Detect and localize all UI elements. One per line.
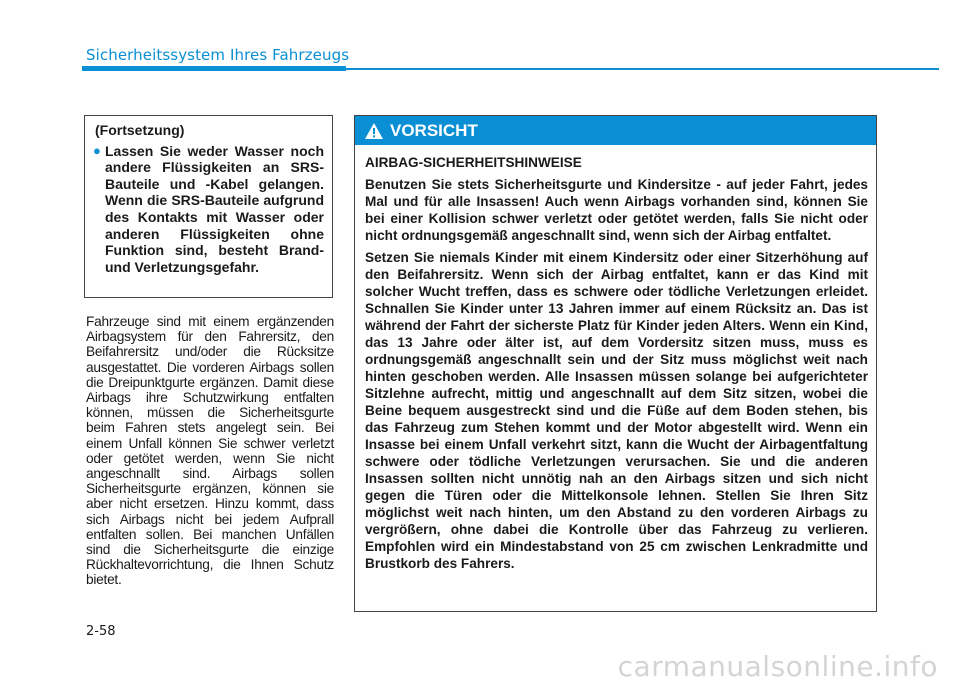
body-paragraph: Fahrzeuge sind mit einem ergänzenden Airbagsystem für den Fahrersitz, den Beifahrersitz und/oder die Rücksitze ausgestattet. Die vorderen Airbags sollen die Dreipunktgurte ergänzen. Damit diese Airbags ihre Schutzwirkung entfalten können, müssen die Sicherheitsgurte beim Fahren stets angelegt sein. Bei einem Unfall können Sie schwer verletzt oder getötet werden, wenn Sie nicht angeschnallt sind. Airbags sollen Sicherheitsgurte ergänzen, können sie aber nicht ersetzen. Hinzu kommt, dass sich Airbags nicht bei jedem Aufprall entfalten sollen. Bei manchen Unfällen sind die Sicherheitsgurte die einzige Rückhaltevorrichtung, die Ihnen Schutz bietet. — [86, 314, 334, 588]
caution-title: AIRBAG-SICHERHEITSHINWEISE — [365, 155, 582, 170]
header-rule-thick — [82, 66, 346, 71]
note-bullet-text: Lassen Sie weder Wasser noch andere Flüssigkeiten an SRS-Bauteile und -Kabel gelangen. Wenn die SRS-Bauteile aufgrund des Kontakts mit Wasser oder anderen Flüssigkeiten ohne Funktion sind, besteht Brand- und Verletzungsgefahr. — [105, 142, 324, 275]
section-title: Sicherheitssystem Ihres Fahrzeugs — [86, 46, 350, 64]
bullet-icon: ● — [93, 142, 101, 158]
page-number: 2-58 — [86, 624, 116, 639]
header-rule-thin — [346, 68, 939, 70]
note-continuation: (Fortsetzung) — [95, 122, 185, 138]
note-list-item — [93, 143, 324, 276]
caution-body — [355, 145, 876, 572]
caution-label: VORSICHT — [390, 120, 478, 140]
caution-paragraph-1: Benutzen Sie stets Sicherheitsgurte und Kindersitze - auf jeder Fahrt, jedes Mal und für alle Insassen! Auch wenn Airbags vorhanden sind, können Sie bei einer Kollision schwer verletzt oder getötet werden, falls Sie nicht oder nicht ordnungsgemäß angeschnallt sind, wenn sich der Airbag entfaltet. — [365, 177, 868, 243]
caution-header — [355, 116, 876, 145]
caution-paragraph-2: Setzen Sie niemals Kinder mit einem Kindersitz oder einer Sitzerhöhung auf den Beifahrersitz. Wenn sich der Airbag entfaltet, kann er das Kind mit solcher Wucht treffen, dass es schwere oder tödliche Verletzungen erleidet. Schnallen Sie Kinder unter 13 Jahren immer auf einem Rücksitz an. Das ist während der Fahrt der sicherste Platz für Kinder jeden Alters. Wenn ein Kind, das 13 Jahre oder älter ist, auf dem Vordersitz sitzen muss, muss es ordnungsgemäß angeschnallt sein und der Sitz muss möglichst weit nach hinten geschoben werden. Alle Insassen müssen solange bei aufgerichteter Sitzlehne aufrecht, mittig und angeschnallt auf dem Sitz sitzen, wobei die Beine bequem ausgestreckt sind und die Füße auf dem Boden stehen, bis das Fahrzeug zum Stehen kommt und der Motor abgestellt wird. Wenn ein Insasse bei einem Unfall verkehrt sitzt, kann die Wucht der Airbagentfaltung schwere oder tödliche Verletzungen verursachen. Sie und die anderen Insassen sollten nicht unnötig nah an den Airbags sitzen und sich nicht gegen die Türen oder die Mittelkonsole lehnen. Stellen Sie Ihren Sitz möglichst weit nach hinten, um den Abstand zu den vorderen Airbags zu vergrößern, ohne dabei die Kontrolle über das Fahrzeug zu verlieren. Empfohlen wird ein Mindestabstand von 25 cm zwischen Lenkradmitte und Brustkorb des Fahrers. — [365, 250, 868, 571]
watermark: carmanualsonline.info — [617, 650, 938, 683]
note-box — [84, 115, 333, 298]
caution-box — [354, 115, 877, 612]
warning-triangle-icon — [364, 122, 384, 140]
